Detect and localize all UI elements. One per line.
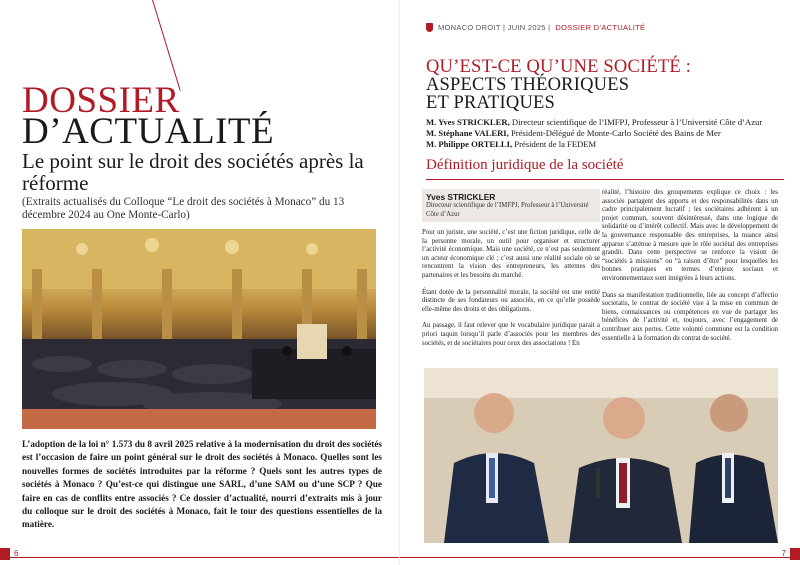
body-paragraph: réalité, l’histoire des groupements explique ce choix : les associés partagent des apports et des responsabilités dans un cadre principalement lucratif ; les sociétaires adhèrent à un projet commun, souvent désintéressé, dans une logique de solidarité ou d’intérêt collectif. Mais avec le développement de la gouvernance responsable des entreprises, la nuance ainsi apparue s’atténue à mesure que le rôle sociétal des entreprises grandit. Dans cette perspective se renforce la vision de “sociétés à missions” ou “à raison d’être” pour lesquelles les bonnes pratiques en termes d’enjeux sociaux et environnementaux sont intégrées à leurs actions. [602,189,778,282]
speaker-name: Yves STRICKLER [426,192,496,202]
header-section: DOSSIER D’ACTUALITÉ [555,23,646,32]
colloque-extract-note: (Extraits actualisés du Colloque “Le droit des sociétés à Monaco” du 13 décembre 2024 au One Monte-Carlo) [22,196,345,221]
page-number-right: 7 [781,549,786,558]
speakers-panel-photo [424,368,778,543]
article-title-red: QU’EST-CE QU’UNE SOCIÉTÉ : [426,57,692,77]
body-column-2 [602,189,778,351]
body-paragraph: Étant dotée de la personnalité morale, la société est une entité distincte de ses fondateurs ou associés, en ce qu’elle possède elle-même des droits et des obligations. [422,288,600,313]
author-item: M. Stéphane VALERI, Président-Délégué de Monte-Carlo Société des Bains de Mer [426,128,721,138]
conference-hall-photo [22,229,376,429]
dossier-title-black: D’ACTUALITÉ [22,111,275,152]
article-title-line3: ET PRATIQUES [426,93,556,113]
page-number-left: 6 [14,549,19,558]
body-paragraph: Au passage, il faut relever que le vocabulaire juridique parait a priori taquin lorsqu’il parle d’associés pour les membres des sociétés, et de sociétaires pour ceux des associations ! En [422,322,600,347]
speakers-illustration [424,368,778,543]
footer-rule-left [10,557,400,558]
conference-hall-illustration [22,229,376,429]
body-paragraph: Dans sa manifestation traditionnelle, liée au concept d’affectio societatis, le contrat de société vise à la mise en commun de biens, connaissances ou compétences en vue de partager les bénéfices de l’activité et, toujours, avec l’engagement de contribuer aux pertes. Cette volonté commune est la condition essentielle à la formation du contrat de société. [602,291,778,342]
decorative-diagonal-line [152,0,181,91]
speaker-box [422,189,600,222]
authors-list [426,117,786,150]
intro-paragraph: L’adoption de la loi n° 1.573 du 8 avril 2025 relative à la modernisation du droit des sociétés est l’occasion de faire un point général sur le droit des sociétés à Monaco. Quelles sont les nouvelles formes de sociétés introduites par la réforme ? Quels sont les autres types de sociétés à Monaco ? Qu’est-ce qui distingue une SARL, d’une SAM ou d’une SCP ? Que faire en cas de conflits entre associés ? Ce dossier d’actualité, nourri d’extraits mis à jour du colloque sur le droit des sociétés à Monaco, fait le tour des questions essentielles de la matière. [22,439,382,530]
author-item: M. Yves STRICKLER, Directeur scientifique de l’IMFPJ, Professeur à l’Université Côte d’Azur [426,117,763,127]
speaker-role: Directeur scientifique de l’IMFPJ, Professeur à l’Université Côte d’Azur [426,202,589,218]
author-item: M. Philippe ORTELLI, Président de la FEDEM [426,139,597,149]
footer-marker-left [0,548,10,560]
right-page [400,0,800,565]
article-title-line2: ASPECTS THÉORIQUES [426,75,630,95]
section-rule [426,179,784,180]
monaco-crest-icon [426,23,433,32]
footer-rule-right [400,557,790,558]
section-heading: Définition juridique de la société [426,157,624,173]
dossier-title-red: DOSSIER [22,80,180,121]
body-paragraph: Pour un juriste, une société, c’est une fiction juridique, celle de la personne morale, un outil pour organiser et structurer l’activité économique. Mais une société, ce n’est pas seulement un acteur économique clé ; c’est aussi une réalité sociale où se rencontrent la vision des entrepreneurs, les attentes des partenaires et les besoins du marché. [422,229,600,279]
footer-marker-right [790,548,800,560]
body-column-1 [422,229,600,356]
page-subtitle: Le point sur le droit des sociétés après la réforme [22,149,364,195]
header-publication: MONACO DROIT | JUIN 2025 | [438,23,551,32]
running-header [426,23,645,32]
article-title [426,58,766,112]
